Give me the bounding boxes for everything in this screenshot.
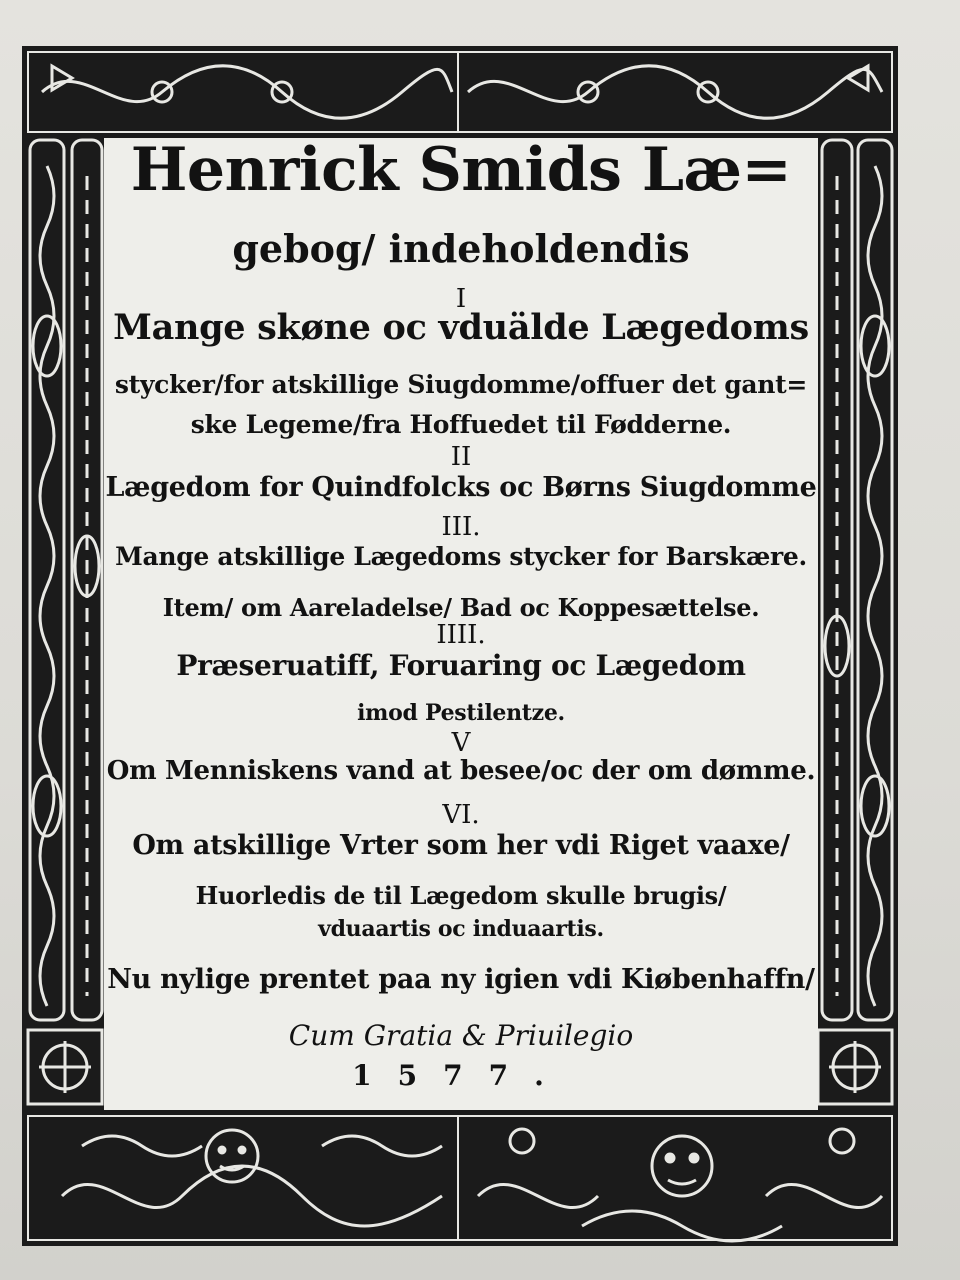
section-text: ske Legeme/fra Hoffuedet til Fødderne. <box>190 410 732 439</box>
section-text: vduaartis oc induaartis. <box>318 916 604 942</box>
section-heading: Mange skøne oc vduälde Lægedoms <box>113 307 809 348</box>
section-heading: Lægedom for Quindfolcks oc Børns Siugdomme <box>105 472 817 503</box>
imprint-line: Nu nylige prentet paa ny igien vdi Kiøbenhaffn/ <box>107 964 815 995</box>
publication-year: 1577. <box>352 1059 570 1092</box>
right-column-ornament <box>822 140 892 1020</box>
section-text: Huorledis de til Lægedom skulle brugis/ <box>195 881 727 910</box>
section-numeral: V <box>451 728 471 758</box>
section-heading: Om atskillige Vrter som her vdi Riget vaaxe/ <box>132 830 790 861</box>
section-text: stycker/for atskillige Siugdomme/offuer det gant= <box>114 370 808 399</box>
book-title-line-1: Henrick Smids Læ= <box>130 135 792 205</box>
section-heading: Mange atskillige Lægedoms stycker for Barskære. <box>115 542 807 571</box>
bottom-border-ornament <box>28 1116 892 1241</box>
privilege-line: Cum Gratia & Priuilegio <box>288 1019 634 1052</box>
section-numeral: III. <box>441 512 481 542</box>
section-text: Item/ om Aareladelse/ Bad oc Koppesættelse. <box>162 593 760 622</box>
section-numeral: I <box>455 284 467 314</box>
section-heading: Om Menniskens vand at besee/oc der om dømme. <box>106 756 816 786</box>
section-numeral: VI. <box>442 800 480 830</box>
section-heading: Præseruatiff, Foruaring oc Lægedom <box>176 649 746 682</box>
book-title-line-2: gebog/ indeholdendis <box>232 226 690 271</box>
title-page-text-area <box>104 135 818 1110</box>
section-text: imod Pestilentze. <box>357 700 565 726</box>
section-numeral: IIII. <box>436 620 486 650</box>
section-numeral: II <box>450 442 472 472</box>
top-border-ornament <box>28 52 892 132</box>
left-column-ornament <box>30 140 102 1020</box>
